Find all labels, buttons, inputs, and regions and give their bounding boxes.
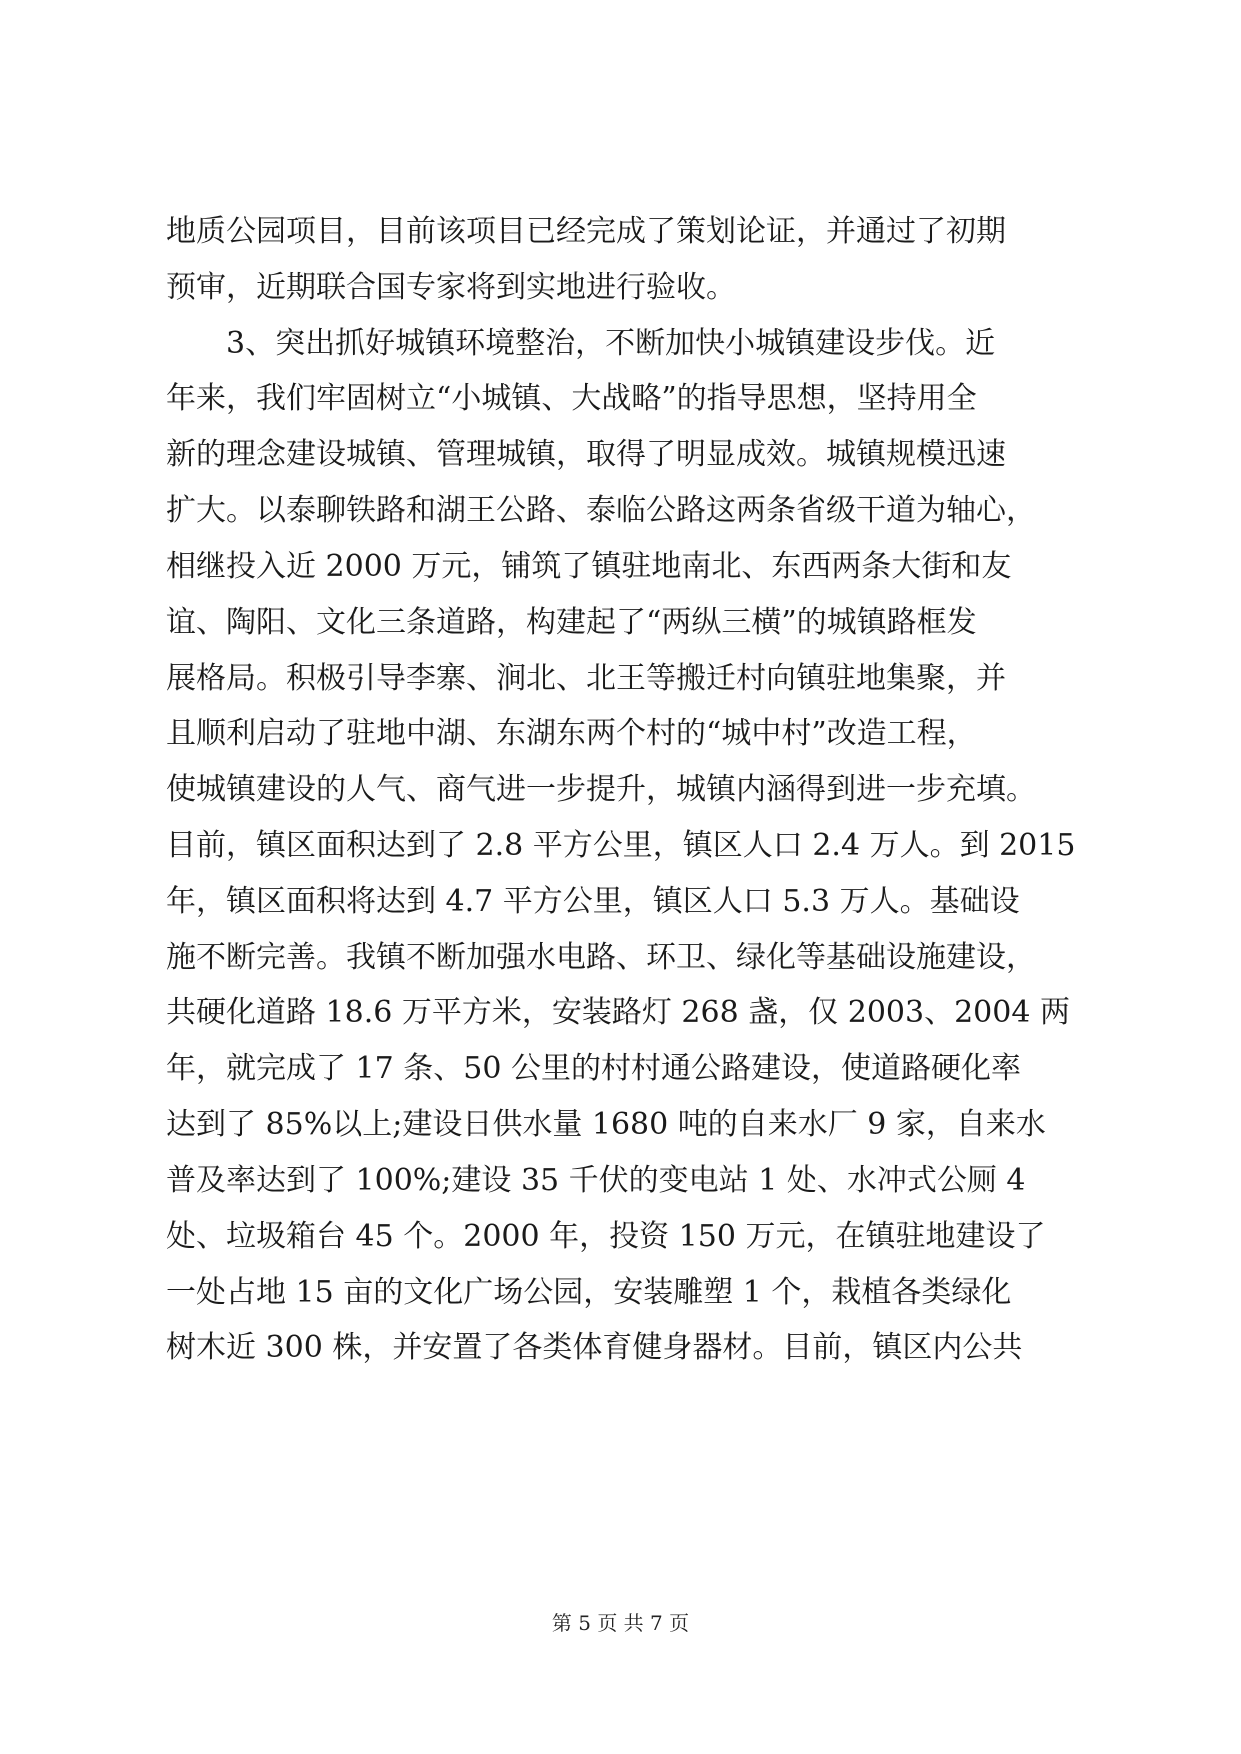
body-line: 年，就完成了 17 条、50 公里的村村通公路建设，使道路硬化率 [166, 1051, 1021, 1086]
body-line: 年，镇区面积将达到 4.7 平方公里，镇区人口 5.3 万人。基础设 [166, 884, 1020, 919]
body-line: 地质公园项目，目前该项目已经完成了策划论证，并通过了初期 [166, 214, 1006, 249]
page-number-footer: 第 5 页 共 7 页 [551, 1611, 690, 1635]
body-line: 达到了 85%以上;建设日供水量 1680 吨的自来水厂 9 家，自来水 [166, 1107, 1046, 1142]
body-line: 相继投入近 2000 万元，铺筑了镇驻地南北、东西两条大街和友 [166, 549, 1012, 584]
body-line: 预审，近期联合国专家将到实地进行验收。 [166, 270, 736, 305]
body-line: 扩大。以泰聊铁路和湖王公路、泰临公路这两条省级干道为轴心， [166, 493, 1036, 528]
body-line: 普及率达到了 100%;建设 35 千伏的变电站 1 处、水冲式公厕 4 [166, 1163, 1026, 1198]
body-line: 展格局。积极引导李寨、涧北、北王等搬迁村向镇驻地集聚，并 [166, 661, 1006, 696]
body-line: 目前，镇区面积达到了 2.8 平方公里，镇区人口 2.4 万人。到 2015 [166, 828, 1076, 863]
body-line: 共硬化道路 18.6 万平方米，安装路灯 268 盏，仅 2003、2004 两 [166, 995, 1070, 1030]
body-line: 使城镇建设的人气、商气进一步提升，城镇内涵得到进一步充填。 [166, 772, 1036, 807]
body-line: 一处占地 15 亩的文化广场公园，安装雕塑 1 个，栽植各类绿化 [166, 1275, 1012, 1310]
body-line: 谊、陶阳、文化三条道路，构建起了“两纵三横”的城镇路框发 [166, 605, 977, 640]
body-line: 3、突出抓好城镇环境整治，不断加快小城镇建设步伐。近 [166, 326, 996, 361]
body-line: 树木近 300 株，并安置了各类体育健身器材。目前，镇区内公共 [166, 1330, 1023, 1365]
body-line: 施不断完善。我镇不断加强水电路、环卫、绿化等基础设施建设， [166, 940, 1036, 975]
body-line: 新的理念建设城镇、管理城镇，取得了明显成效。城镇规模迅速 [166, 437, 1006, 472]
body-line: 处、垃圾箱台 45 个。2000 年，投资 150 万元，在镇驻地建设了 [166, 1219, 1046, 1254]
body-line: 且顺利启动了驻地中湖、东湖东两个村的“城中村”改造工程， [166, 716, 977, 751]
body-line: 年来，我们牢固树立“小城镇、大战略”的指导思想，坚持用全 [166, 381, 977, 416]
